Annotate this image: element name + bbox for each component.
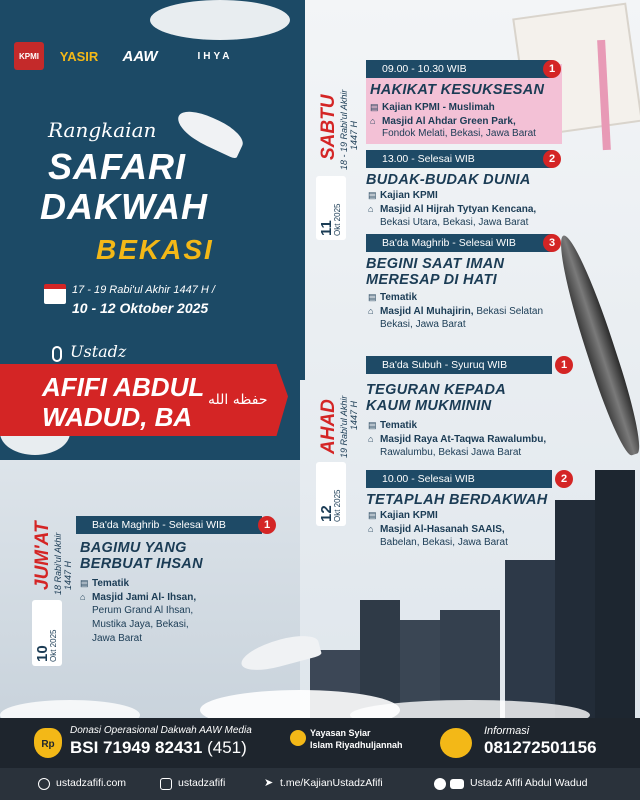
title-dakwah: DAKWAH [40, 186, 208, 227]
date-month-sabtu: Okt 2025 [333, 203, 342, 236]
logo-ihya: IHYA [197, 50, 233, 62]
day-ahad: AHAD [318, 399, 339, 454]
event-kajian-sabtu-1: ▤ Kajian KPMI - Muslimah [370, 102, 495, 113]
youtube-link[interactable]: Ustadz Afifi Abdul Wadud [470, 777, 588, 789]
date-month-ahad: Okt 2025 [333, 489, 342, 522]
event-kajian-jumat-1: ▤ Tematik [80, 578, 130, 589]
speaker-name-line2: WADUD, BA [42, 402, 193, 432]
event-kajian-sabtu-2: ▤ Kajian KPMI [368, 190, 438, 201]
mosque-icon: ⌂ [370, 116, 376, 126]
logo-aaw: AAW [122, 47, 158, 65]
list-icon: ▤ [370, 102, 379, 112]
bank-account: BSI 71949 82431 (451) [70, 738, 247, 757]
hijri-ahad: 19 Rabi'ul Akhir [339, 395, 349, 458]
event-time-sabtu-1: 09.00 - 10.30 WIB [366, 60, 552, 78]
event-address-sabtu-3: Bekasi, Jawa Barat [380, 319, 466, 330]
event-venue-sabtu-1: ⌂ Masjid Al Ahdar Green Park, [370, 116, 516, 127]
event-title-ahad-1a: TEGURAN KEPADA [366, 382, 507, 398]
event-venue-jumat-1: ⌂ Masjid Jami Al- Ihsan, [80, 592, 197, 603]
mosque-icon: ⌂ [368, 306, 374, 316]
mosque-icon: ⌂ [80, 592, 86, 602]
globe-icon [38, 778, 50, 790]
date-hijri: 17 - 19 Rabi'ul Akhir 1447 H / [72, 284, 215, 296]
list-icon: ▤ [80, 578, 89, 588]
facebook-icon [434, 778, 446, 790]
date-masehi: 10 - 12 Oktober 2025 [72, 300, 209, 316]
mosque-icon: ⌂ [368, 524, 374, 534]
hijri-sabtu: 18 - 19 Rabi'ul Akhir [339, 89, 349, 170]
microphone-icon [52, 346, 62, 362]
event-title-sabtu-2: BUDAK-BUDAK DUNIA [366, 172, 531, 188]
event-venue-ahad-2: ⌂ Masjid Al-Hasanah SAAIS, [368, 524, 505, 535]
foundation-name-2: Islam Riyadhuljannah [310, 740, 403, 750]
youtube-icon [450, 779, 464, 789]
event-time-ahad-2: 10.00 - Selesai WIB [366, 470, 552, 488]
event-time-sabtu-3: Ba'da Maghrib - Selesai WIB [366, 234, 552, 252]
info-phone[interactable]: 081272501156 [484, 738, 597, 757]
website-link[interactable]: ustadzafifi.com [56, 777, 127, 789]
list-icon: ▤ [368, 190, 377, 200]
event-venue-ahad-1: ⌂ Masjid Raya At-Taqwa Rawalumbu, [368, 434, 547, 445]
mosque-icon: ⌂ [368, 204, 374, 214]
title-city: BEKASI [96, 234, 214, 265]
instagram-icon [160, 778, 172, 790]
event-address-ahad-1: Rawalumbu, Bekasi Jawa Barat [380, 447, 522, 458]
event-number-sabtu-2: 2 [543, 150, 561, 168]
foundation-logo [290, 730, 306, 746]
event-number-jumat-1: 1 [258, 516, 276, 534]
telegram-icon: ➤ [264, 777, 274, 789]
event-title-sabtu-3a: BEGINI SAAT IMAN [366, 256, 505, 272]
foundation-name-1: Yayasan Syiar [310, 728, 371, 738]
event-time-jumat-1: Ba'da Maghrib - Selesai WIB [76, 516, 262, 534]
social-bar [0, 768, 640, 800]
date-day-ahad: 12 [318, 505, 335, 522]
donation-label: Donasi Operasional Dakwah AAW Media [70, 725, 252, 736]
list-icon: ▤ [368, 510, 377, 520]
event-title-sabtu-3b: MERESAP DI HATI [366, 272, 497, 288]
event-venue-sabtu-3: ⌂ Masjid Al Muhajirin, Bekasi Selatan [368, 306, 544, 317]
day-jumat: JUM'AT [32, 521, 53, 590]
date-month-jumat: Okt 2025 [49, 629, 58, 662]
day-sabtu: SABTU [318, 94, 339, 160]
event-address-ahad-2: Babelan, Bekasi, Jawa Barat [380, 537, 508, 548]
event-number-sabtu-1: 1 [543, 60, 561, 78]
headset-icon [440, 728, 472, 758]
hijri-year-ahad: 1447 H [349, 400, 359, 430]
event-number-ahad-1: 1 [555, 356, 573, 374]
title-safari: SAFARI [48, 146, 187, 187]
event-kajian-ahad-1: ▤ Tematik [368, 420, 418, 431]
event-title-ahad-1b: KAUM MUKMININ [366, 398, 492, 414]
event-address-jumat-1b: Mustika Jaya, Bekasi, [92, 619, 189, 630]
event-time-ahad-1: Ba'da Subuh - Syuruq WIB [366, 356, 552, 374]
event-address-jumat-1c: Jawa Barat [92, 633, 143, 644]
speaker-name-line1: AFIFI ABDUL [42, 372, 205, 402]
title-script: Rangkaian [48, 118, 157, 142]
event-address-sabtu-1: Fondok Melati, Bekasi, Jawa Barat [382, 128, 536, 139]
cloud [150, 0, 290, 40]
event-kajian-sabtu-3: ▤ Tematik [368, 292, 418, 303]
event-title-jumat-1b: BERBUAT IHSAN [80, 556, 203, 572]
event-venue-sabtu-2: ⌂ Masjid Al Hijrah Tytyan Kencana, [368, 204, 537, 215]
event-title-sabtu-1: HAKIKAT KESUKSESAN [370, 82, 545, 98]
speaker-honorific: حفظه الله [208, 392, 268, 408]
calendar-icon [44, 284, 66, 304]
logo-kpmi: KPMI [14, 42, 44, 70]
speaker-label: Ustadz [70, 342, 127, 361]
hijri-year-sabtu: 1447 H [349, 120, 359, 150]
list-icon: ▤ [368, 420, 377, 430]
hijri-jumat: 18 Rabi'ul Akhir [53, 532, 63, 595]
telegram-link[interactable]: t.me/KajianUstadzAfifi [280, 777, 383, 789]
event-number-sabtu-3: 3 [543, 234, 561, 252]
logo-yasir: YASIR [59, 48, 99, 64]
mosque-icon: ⌂ [368, 434, 374, 444]
event-time-sabtu-2: 13.00 - Selesai WIB [366, 150, 552, 168]
event-address-jumat-1a: Perum Grand Al Ihsan, [92, 605, 194, 616]
event-kajian-ahad-2: ▤ Kajian KPMI [368, 510, 438, 521]
event-title-ahad-2: TETAPLAH BERDAKWAH [366, 492, 548, 508]
list-icon: ▤ [368, 292, 377, 302]
event-number-ahad-2: 2 [555, 470, 573, 488]
money-bag-icon: Rp [34, 728, 62, 758]
date-day-jumat: 10 [34, 645, 51, 662]
event-address-sabtu-2: Bekasi Utara, Bekasi, Jawa Barat [380, 217, 529, 228]
instagram-link[interactable]: ustadzafifi [178, 777, 226, 789]
hijri-year-jumat: 1447 H [63, 560, 73, 590]
event-title-jumat-1a: BAGIMU YANG [80, 540, 187, 556]
info-label: Informasi [484, 725, 530, 737]
date-day-sabtu: 11 [318, 220, 335, 236]
